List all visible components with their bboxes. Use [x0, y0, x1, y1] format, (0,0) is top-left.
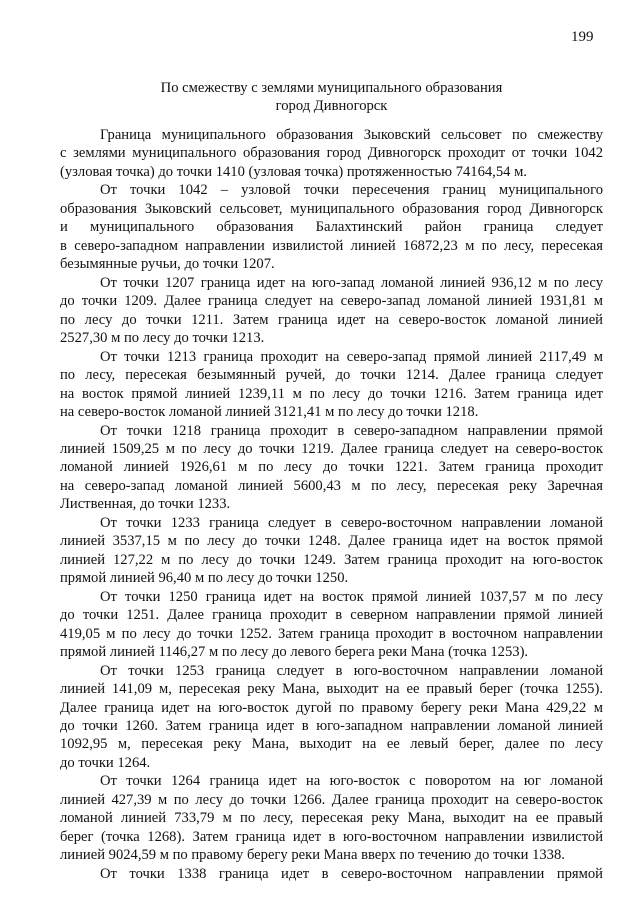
text-line: по лесу до точки 1211. Затем граница идет на северо-восток ломаной линией: [60, 311, 603, 328]
text-line: Далее граница идет на юго-восток дугой по правому берегу реки Мана 429,22 м: [60, 699, 603, 716]
text-line: (узловая точка) до точки 1410 (узловая точка) протяженностью 74164,54 м.: [60, 163, 527, 180]
heading-line: город Дивногорск: [275, 98, 388, 115]
text-line: берег (точка 1268). Затем граница идет в юго-восточном направлении извилистой: [60, 828, 603, 845]
text-line: образования Зыковский сельсовет, муниципального образования город Дивногорск: [60, 200, 603, 217]
text-line: 419,05 м по лесу до точки 1252. Затем граница проходит в восточном направлении: [60, 625, 603, 642]
page-number: 199: [571, 29, 594, 45]
paragraph: [60, 514, 603, 588]
text-line: ломаной линией 1926,61 м по лесу до точки 1221. Затем граница проходит: [60, 459, 603, 476]
text-line: Лиственная, до точки 1233.: [60, 496, 231, 513]
heading-line: По смежеству с землями муниципального образования: [160, 80, 503, 96]
text-line: прямой линией 1146,27 м по лесу до левого берега реки Мана (точка 1253).: [60, 644, 529, 661]
text-line: прямой линией 96,40 м по лесу до точки 1250.: [60, 570, 349, 587]
paragraph: [60, 348, 603, 422]
paragraph: [60, 772, 603, 864]
text-line: ломаной линией 733,79 м по лесу, пересекая реку Мана, выходит на ее правый: [60, 810, 603, 827]
section-heading: [60, 79, 603, 116]
paragraph: [60, 181, 603, 273]
text-line: линией 427,39 м по лесу до точки 1266. Далее граница проходит на северо-восток: [60, 791, 603, 808]
text-line: на восток прямой линией 1239,11 м по лесу до точки 1216. Затем граница идет: [60, 385, 603, 402]
text-line: От точки 1338 граница идет в северо-восточном направлении прямой: [100, 865, 603, 882]
text-line: От точки 1264 граница идет на юго-восток с поворотом на юг ломаной: [100, 773, 603, 790]
text-line: линией 1509,25 м по лесу до точки 1219. Далее граница следует на северо-восток: [60, 440, 603, 457]
text-line: с землями муниципального образования город Дивногорск проходит от точки 1042: [60, 145, 603, 162]
text-line: линией 127,22 м по лесу до точки 1249. Затем граница проходит на юго-восток: [60, 551, 603, 568]
text-line: От точки 1218 граница проходит в северо-западном направлении прямой: [100, 422, 603, 439]
text-line: От точки 1233 граница следует в северо-восточном направлении ломаной: [100, 514, 603, 531]
text-line: безымянные ручьи, до точки 1207.: [60, 256, 275, 273]
text-line: и муниципального образования Балахтинский район граница следует: [60, 219, 603, 236]
text-line: до точки 1260. Затем граница идет в юго-западном направлении ломаной линией: [60, 718, 603, 734]
text-line: на северо-восток ломаной линией 3121,41 м по лесу до точки 1218.: [60, 404, 479, 421]
text-line: до точки 1251. Далее граница проходит в северном направлении прямой линией: [60, 607, 603, 624]
text-line: От точки 1207 граница идет на юго-запад ломаной линией 936,12 м по лесу: [100, 274, 603, 291]
paragraph: [60, 422, 603, 514]
paragraph: [60, 126, 603, 181]
text-line: линией 141,09 м, пересекая реку Мана, выходит на ее правый берег (точка 1255).: [60, 681, 603, 698]
text-line: От точки 1253 граница следует в юго-восточном направлении ломаной: [100, 662, 603, 679]
document-body: [60, 126, 603, 883]
text-line: в северо-западном направлении извилистой линией 16872,23 м по лесу, пересекая: [60, 237, 603, 254]
text-line: на северо-запад ломаной линией 5600,43 м по лесу, пересекая реку Заречная: [60, 477, 603, 494]
text-line: линией 9024,59 м по правому берегу реки Мана вверх по течению до точки 1338.: [60, 847, 565, 864]
text-line: 1092,95 м, пересекая реку Мана, выходит на ее левый берег, далее по лесу: [60, 736, 603, 753]
text-line: Граница муниципального образования Зыковский сельсовет по смежеству: [100, 127, 603, 143]
text-line: линией 3537,15 м по лесу до точки 1248. Далее граница идет на восток прямой: [60, 533, 603, 550]
text-line: до точки 1209. Далее граница следует на северо-запад ломаной линией 1931,81 м: [60, 293, 603, 310]
paragraph: [60, 865, 603, 883]
text-line: до точки 1264.: [60, 754, 151, 771]
text-line: От точки 1250 граница идет на восток прямой линией 1037,57 м по лесу: [100, 588, 603, 605]
text-line: 2527,30 м по лесу до точки 1213.: [60, 330, 265, 347]
text-line: От точки 1213 граница проходит на северо-запад прямой линией 2117,49 м: [100, 348, 603, 365]
text-line: От точки 1042 – узловой точки пересечения границ муниципального: [100, 182, 603, 199]
paragraph: [60, 274, 603, 348]
paragraph: [60, 662, 603, 773]
paragraph: [60, 588, 603, 662]
text-line: по лесу, пересекая безымянный ручей, до точки 1214. Далее граница следует: [60, 367, 603, 384]
